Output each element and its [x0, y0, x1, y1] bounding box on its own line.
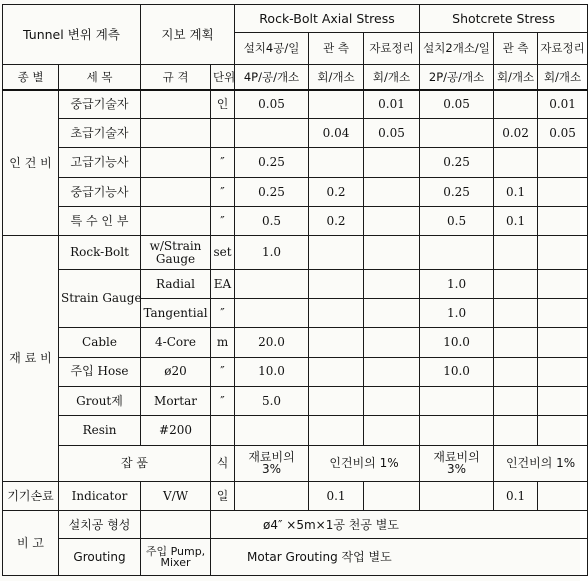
spec-cell: #200: [141, 416, 211, 445]
item-cell: Resin: [59, 416, 141, 445]
col-unit: 단위: [211, 64, 235, 90]
unit-cell: 일: [211, 481, 235, 510]
table-row: [3, 148, 588, 177]
value-cell: [494, 386, 538, 415]
table-row: [3, 177, 588, 206]
col-item: 세 목: [59, 64, 141, 90]
unit-cell: 인: [211, 90, 235, 118]
group-labor: 인 건 비: [3, 90, 59, 235]
header-shotcrete: Shotcrete Stress: [420, 5, 588, 33]
value-cell: [420, 416, 494, 445]
value-cell: [309, 357, 364, 386]
value-cell: 0.01: [538, 90, 588, 118]
misc-rb-labor: 인건비의 1%: [309, 445, 420, 481]
spec-cell: 주입 Pump, Mixer: [141, 539, 211, 576]
value-cell: [309, 148, 364, 177]
col-rb-measure: 회/개소: [309, 64, 364, 90]
value-cell: [364, 328, 420, 357]
value-cell: 5.0: [235, 386, 309, 415]
value-cell: [538, 269, 588, 298]
value-cell: [364, 269, 420, 298]
table-row: [3, 207, 588, 236]
value-cell: [538, 148, 588, 177]
unit-cell: ″: [211, 177, 235, 206]
value-cell: [538, 236, 588, 269]
value-cell: [494, 416, 538, 445]
value-cell: [420, 236, 494, 269]
value-cell: [364, 386, 420, 415]
item-cell: 주입 Hose: [59, 357, 141, 386]
spec-cell: 4-Core: [141, 328, 211, 357]
value-cell: [235, 269, 309, 298]
col-sc-data: 회/개소: [538, 64, 588, 90]
header-rb-data: 자료정리: [364, 33, 420, 64]
value-cell: 0.1: [494, 481, 538, 510]
value-cell: 1.0: [420, 269, 494, 298]
item-cell: Grouting: [59, 539, 141, 576]
value-cell: [309, 416, 364, 445]
col-category: 종 별: [3, 64, 59, 90]
spec-cell: ø20: [141, 357, 211, 386]
value-cell: [309, 236, 364, 269]
header-sc-data: 자료정리: [538, 33, 588, 64]
misc-rb-material: 재료비의 3%: [235, 445, 309, 481]
value-cell: [309, 328, 364, 357]
value-cell: [364, 177, 420, 206]
header-rb-install: 설치4공/일: [235, 33, 309, 64]
misc-sc-material: 재료비의 3%: [420, 445, 494, 481]
value-cell: 0.02: [494, 119, 538, 148]
header-row-top: [3, 5, 588, 33]
item-cell: Strain Gauge: [59, 269, 141, 328]
header-support: 지보 계획: [141, 5, 235, 65]
header-sc-install: 설치2개소/일: [420, 33, 494, 64]
value-cell: [364, 416, 420, 445]
item-cell: 특 수 인 부: [59, 207, 141, 236]
value-cell: [364, 299, 420, 328]
col-sc-measure: 회/개소: [494, 64, 538, 90]
item-cell: 잡 품: [59, 445, 211, 481]
cost-table: [2, 4, 588, 576]
table-row: [3, 386, 588, 415]
value-cell: 20.0: [235, 328, 309, 357]
value-cell: [494, 299, 538, 328]
table-row: [3, 236, 588, 269]
value-cell: [309, 386, 364, 415]
unit-cell: ″: [211, 207, 235, 236]
value-cell: 0.25: [235, 177, 309, 206]
spec-cell: [141, 511, 211, 539]
unit-cell: set: [211, 236, 235, 269]
value-cell: 10.0: [235, 357, 309, 386]
value-cell: 0.2: [309, 177, 364, 206]
table-row: [3, 539, 588, 576]
spec-cell: V/W: [141, 481, 211, 510]
unit-cell: [211, 416, 235, 445]
value-cell: [235, 299, 309, 328]
col-rb-install: 4P/공/개소: [235, 64, 309, 90]
spec-cell: Radial: [141, 269, 211, 298]
item-cell: Indicator: [59, 481, 141, 510]
value-cell: [494, 90, 538, 118]
unit-cell: ″: [211, 357, 235, 386]
col-spec: 규 격: [141, 64, 211, 90]
unit-cell: ″: [211, 148, 235, 177]
value-cell: [420, 119, 494, 148]
table-row: [3, 90, 588, 118]
spec-cell: [141, 207, 211, 236]
value-cell: [309, 299, 364, 328]
value-cell: 0.1: [494, 177, 538, 206]
value-cell: 0.05: [420, 90, 494, 118]
group-remarks: 비 고: [3, 511, 59, 576]
item-cell: Cable: [59, 328, 141, 357]
spec-cell: [141, 148, 211, 177]
unit-cell: EA: [211, 269, 235, 298]
unit-cell: m: [211, 328, 235, 357]
table-row: [3, 357, 588, 386]
table-row: [3, 481, 588, 510]
unit-cell: ″: [211, 299, 235, 328]
value-cell: [494, 328, 538, 357]
value-cell: [420, 386, 494, 415]
value-cell: [235, 119, 309, 148]
value-cell: [538, 416, 588, 445]
table-row: [3, 328, 588, 357]
spec-cell: w/Strain Gauge: [141, 236, 211, 269]
value-cell: [364, 236, 420, 269]
group-material: 재 료 비: [3, 236, 59, 482]
value-cell: 0.05: [235, 90, 309, 118]
value-cell: [309, 90, 364, 118]
value-cell: [364, 357, 420, 386]
spec-cell: Mortar: [141, 386, 211, 415]
value-cell: 0.25: [235, 148, 309, 177]
value-cell: 0.05: [538, 119, 588, 148]
item-cell: 중급기능사: [59, 177, 141, 206]
spec-cell: Tangential: [141, 299, 211, 328]
item-cell: 초급기술자: [59, 119, 141, 148]
header-rockbolt: Rock-Bolt Axial Stress: [235, 5, 420, 33]
value-cell: 1.0: [420, 299, 494, 328]
header-tunnel: Tunnel 변위 계측: [3, 5, 141, 65]
item-cell: 중급기술자: [59, 90, 141, 118]
value-cell: [538, 481, 588, 510]
value-cell: [494, 148, 538, 177]
item-cell: Rock-Bolt: [59, 236, 141, 269]
value-cell: 0.25: [420, 177, 494, 206]
value-cell: 0.5: [235, 207, 309, 236]
header-rb-measure: 관 측: [309, 33, 364, 64]
item-cell: Grout제: [59, 386, 141, 415]
value-cell: [309, 269, 364, 298]
value-cell: 0.1: [309, 481, 364, 510]
value-cell: [364, 207, 420, 236]
table-row: [3, 416, 588, 445]
value-cell: [235, 481, 309, 510]
value-cell: [538, 357, 588, 386]
unit-cell: ″: [211, 386, 235, 415]
value-cell: [538, 299, 588, 328]
table-row: [3, 269, 588, 298]
value-cell: [235, 416, 309, 445]
value-cell: [538, 207, 588, 236]
spec-cell: [141, 119, 211, 148]
table-row: [3, 511, 588, 539]
value-cell: [494, 357, 538, 386]
value-cell: 0.01: [364, 90, 420, 118]
table-row: [3, 445, 588, 481]
value-cell: 0.5: [420, 207, 494, 236]
value-cell: [494, 269, 538, 298]
header-row-columns: [3, 64, 588, 90]
table-row: [3, 119, 588, 148]
value-cell: [538, 386, 588, 415]
spec-cell: [141, 177, 211, 206]
value-cell: 0.25: [420, 148, 494, 177]
value-cell: [364, 481, 420, 510]
group-machine: 기기손료: [3, 481, 59, 510]
value-cell: 1.0: [235, 236, 309, 269]
value-cell: [364, 148, 420, 177]
misc-sc-labor: 인건비의 1%: [494, 445, 588, 481]
value-cell: [538, 177, 588, 206]
spec-cell: [141, 90, 211, 118]
unit-cell: 식: [211, 445, 235, 481]
item-cell: 설치공 형성: [59, 511, 141, 539]
value-cell: 0.2: [309, 207, 364, 236]
remark-note: ø4″ ×5m×1공 천공 별도: [211, 511, 588, 539]
value-cell: 0.05: [364, 119, 420, 148]
value-cell: 0.04: [309, 119, 364, 148]
value-cell: 10.0: [420, 328, 494, 357]
value-cell: 0.1: [494, 207, 538, 236]
unit-cell: [211, 119, 235, 148]
value-cell: [538, 328, 588, 357]
col-sc-install: 2P/공/개소: [420, 64, 494, 90]
item-cell: 고급기능사: [59, 148, 141, 177]
col-rb-data: 회/개소: [364, 64, 420, 90]
header-sc-measure: 관 측: [494, 33, 538, 64]
value-cell: 10.0: [420, 357, 494, 386]
remark-note: Motar Grouting 작업 별도: [211, 539, 588, 576]
value-cell: [494, 236, 538, 269]
value-cell: [420, 481, 494, 510]
